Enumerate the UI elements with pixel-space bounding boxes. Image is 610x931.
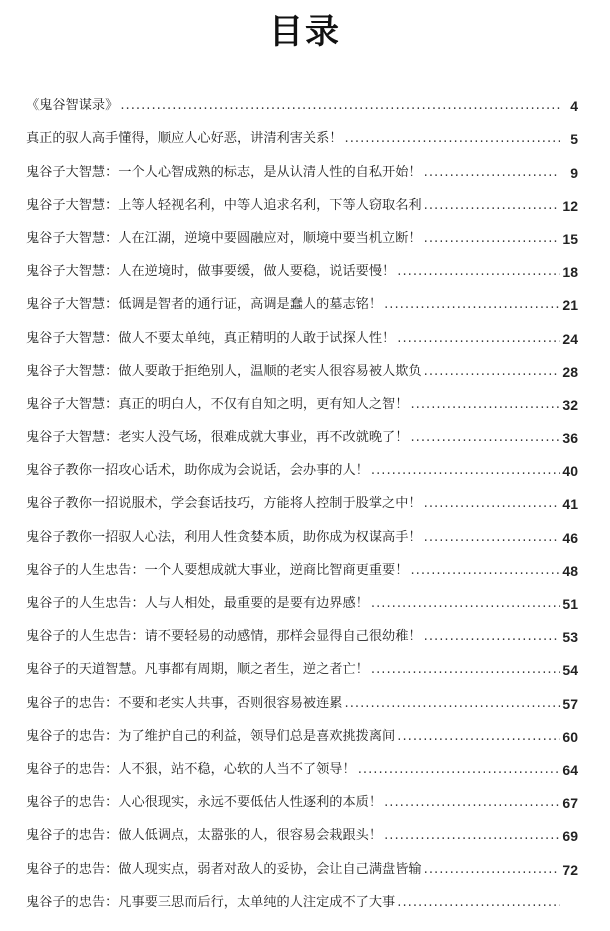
toc-entry-title: 鬼谷子的人生忠告：请不要轻易的动感情，那样会显得自己很幼稚！	[26, 629, 422, 645]
toc-entry-title: 鬼谷子教你一招驭人心法，利用人性贪婪本质，助你成为权谋高手！	[26, 529, 422, 545]
toc-dot-leader	[422, 529, 560, 547]
toc-page-number: 53	[562, 629, 578, 646]
toc-entry-title: 鬼谷子大智慧：做人不要太单纯，真正精明的人敢于试探人性！	[26, 330, 396, 346]
toc-entry[interactable]	[26, 281, 578, 314]
toc-entry-title: 鬼谷子的忠告：人不狠，站不稳，心软的人当不了领导！	[26, 761, 356, 777]
toc-entry[interactable]	[26, 381, 578, 414]
toc-entry-title: 鬼谷子的人生忠告：人与人相处，最重要的是要有边界感！	[26, 596, 369, 611]
toc-entry-title: 鬼谷子教你一招攻心话术，助你成为会说话，会办事的人！	[26, 463, 369, 479]
toc-dot-leader	[422, 363, 560, 381]
toc-entry[interactable]	[26, 580, 578, 613]
toc-entry[interactable]	[26, 646, 578, 679]
toc-entry-title: 鬼谷子的忠告：做人现实点，弱者对敌人的妥协，会让自己满盘皆输	[26, 861, 422, 877]
toc-entry-title: 鬼谷子教你一招说服术，学会套话技巧，方能将人控制于股掌之中！	[26, 496, 422, 512]
toc-entry-title: 鬼谷子大智慧：一个人心智成熟的标志，是从认清人性的自私开始！	[26, 164, 422, 180]
toc-page-number: 69	[562, 828, 578, 845]
toc-entry[interactable]	[26, 812, 578, 845]
toc-page-number: 4	[570, 98, 578, 115]
toc-entry[interactable]	[26, 746, 578, 779]
toc-page-number: 40	[562, 463, 578, 480]
toc-entry[interactable]	[26, 713, 578, 746]
toc-dot-leader	[422, 495, 560, 513]
toc-entry-title: 鬼谷子的忠告：人心很现实，永远不要低估人性逐利的本质！	[26, 795, 383, 811]
toc-dot-leader	[422, 628, 560, 646]
toc-entry[interactable]	[26, 82, 578, 115]
toc-entry[interactable]	[26, 215, 578, 248]
toc-entry-title: 鬼谷子大智慧：低调是智者的通行证，高调是蠢人的墓志铭！	[26, 297, 383, 313]
toc-dot-leader	[369, 661, 560, 679]
page-title: 目录	[269, 12, 341, 52]
toc-dot-leader	[343, 695, 561, 713]
toc-dot-leader	[369, 462, 560, 480]
toc-dot-leader	[422, 197, 560, 215]
toc-dot-leader	[369, 595, 560, 613]
toc-dot-leader	[422, 861, 560, 879]
toc-page-number: 48	[562, 562, 578, 579]
toc-dot-leader	[382, 827, 560, 845]
toc-dot-leader	[422, 164, 560, 182]
toc-page-number: 51	[562, 596, 578, 612]
toc-page-number: 57	[562, 695, 578, 712]
toc-page-number: 18	[562, 264, 578, 281]
toc-dot-leader	[382, 296, 560, 314]
toc-entry[interactable]	[26, 513, 578, 546]
toc-entry[interactable]	[26, 679, 578, 712]
toc-entry[interactable]	[26, 613, 578, 646]
toc-dot-leader	[395, 330, 560, 348]
toc-entry-title: 鬼谷子大智慧：老实人没气场，很难成就大事业，再不改就晚了！	[26, 430, 409, 446]
toc-dot-leader	[395, 894, 560, 912]
toc-dot-leader	[118, 97, 560, 115]
toc-page-number: 21	[562, 297, 578, 314]
toc-entry[interactable]	[26, 314, 578, 347]
toc-page-number: 46	[562, 529, 578, 546]
toc-page-number: 64	[562, 761, 578, 778]
toc-page-number: 54	[562, 662, 578, 679]
toc-page-number: 72	[562, 861, 578, 878]
toc-entry-title: 《鬼谷智谋录》	[26, 98, 119, 114]
toc-dot-leader	[422, 230, 560, 248]
toc-entry[interactable]	[26, 248, 578, 281]
toc-dot-leader	[395, 728, 560, 746]
toc-page-number: 41	[562, 496, 578, 513]
toc-entry-title: 鬼谷子的忠告：为了维护自己的利益，领导们总是喜欢挑拨离间	[26, 728, 396, 744]
toc-entry-title: 鬼谷子的忠告：不要和老实人共事，否则很容易被连累	[26, 695, 343, 711]
toc-dot-leader	[408, 429, 560, 447]
toc-entry-title: 鬼谷子大智慧：真正的明白人，不仅有自知之明，更有知人之智！	[26, 396, 409, 412]
toc-entry[interactable]	[26, 414, 578, 447]
toc-entry-title: 鬼谷子大智慧：人在江湖，逆境中要圆融应对，顺境中要当机立断！	[26, 230, 422, 246]
toc-page-number: 24	[562, 330, 578, 347]
toc-entry-title: 鬼谷子的人生忠告：一个人要想成就大事业，逆商比智商更重要！	[26, 562, 409, 578]
toc-entry[interactable]	[26, 879, 578, 912]
toc-entry[interactable]	[26, 148, 578, 181]
toc-dot-leader	[356, 761, 560, 779]
toc-dot-leader	[382, 794, 560, 812]
toc-page-number: 5	[570, 131, 578, 148]
toc-page-number: 36	[562, 430, 578, 447]
toc-entry-title: 鬼谷子的忠告：做人低调点，太嚣张的人，很容易会栽跟头！	[26, 828, 383, 844]
toc-entry-title: 鬼谷子大智慧：人在逆境时，做事要缓，做人要稳，说话要慢！	[26, 264, 396, 280]
toc-entry[interactable]	[26, 348, 578, 381]
toc-list	[26, 82, 578, 912]
toc-page-number: 15	[562, 230, 578, 247]
toc-entry-title: 鬼谷子大智慧：上等人轻视名利，中等人追求名利，下等人窃取名利	[26, 197, 422, 213]
toc-dot-leader	[408, 562, 560, 580]
toc-page-number: 67	[562, 795, 578, 812]
toc-entry[interactable]	[26, 447, 578, 480]
toc-dot-leader	[395, 263, 560, 281]
toc-page-number: 32	[562, 396, 578, 413]
toc-entry[interactable]	[26, 182, 578, 215]
toc-page-number: 60	[562, 728, 578, 745]
toc-page-number: 12	[562, 197, 578, 214]
toc-entry-title: 鬼谷子的忠告：凡事要三思而后行，太单纯的人注定成不了大事	[26, 894, 396, 910]
toc-entry-title: 鬼谷子的天道智慧。凡事都有周期，顺之者生，逆之者亡！	[26, 662, 369, 678]
toc-entry[interactable]	[26, 115, 578, 148]
toc-dot-leader	[343, 130, 561, 148]
toc-entry[interactable]	[26, 547, 578, 580]
toc-entry-title: 鬼谷子大智慧：做人要敢于拒绝别人，温顺的老实人很容易被人欺负	[26, 363, 422, 379]
toc-dot-leader	[408, 396, 560, 414]
toc-entry-title: 真正的驭人高手懂得，顺应人心好恶，讲清利害关系！	[26, 131, 343, 147]
toc-entry[interactable]	[26, 480, 578, 513]
toc-page-number: 9	[570, 164, 578, 181]
toc-entry[interactable]	[26, 779, 578, 812]
toc-page-number: 28	[562, 363, 578, 380]
toc-entry[interactable]	[26, 845, 578, 878]
